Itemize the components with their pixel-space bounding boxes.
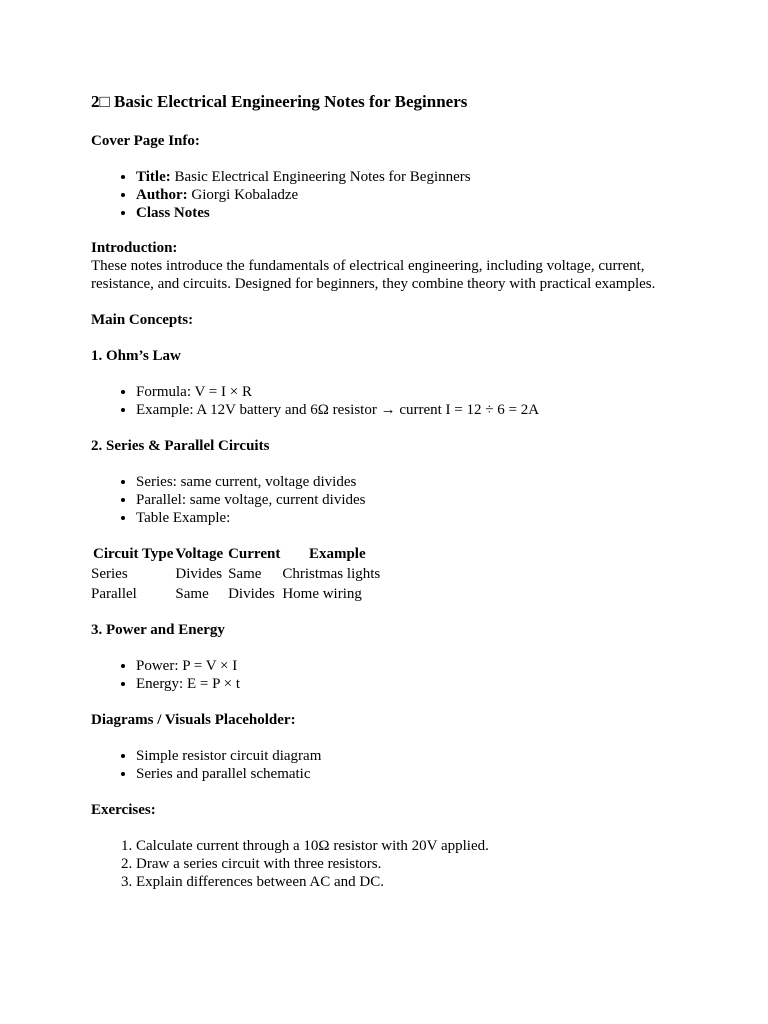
document-title: 2□ Basic Electrical Engineering Notes for Beginners: [91, 92, 468, 111]
list-item: • Power: P = V × I: [136, 657, 691, 675]
table-cell: Parallel: [91, 586, 137, 602]
document-body: [91, 91, 691, 891]
cover-author-value: Giorgi Kobaladze: [187, 187, 299, 203]
list-item: 2. Draw a series circuit with three resistors.: [136, 855, 691, 873]
diagrams-heading: Diagrams / Visuals Placeholder:: [91, 712, 296, 728]
list-item: • Parallel: same voltage, current divides: [136, 491, 691, 509]
table-row: [91, 584, 386, 604]
table-header-current: Current: [228, 546, 281, 562]
power-list: [91, 657, 691, 693]
table-header-circuit-type: Circuit Type: [93, 546, 174, 562]
list-item: • Series and parallel schematic: [136, 765, 691, 783]
circuit-table: [91, 544, 386, 604]
ohm-heading: 1. Ohm’s Law: [91, 348, 181, 364]
list-item: • Simple resistor circuit diagram: [136, 747, 691, 765]
cover-title-value: Basic Electrical Engineering Notes for Beginners: [170, 169, 471, 185]
exercises-heading: Exercises:: [91, 802, 156, 818]
cover-author-item: [136, 186, 691, 204]
list-item: • Series: same current, voltage divides: [136, 473, 691, 491]
power-heading: 3. Power and Energy: [91, 622, 225, 638]
list-item: • Example: A 12V battery and 6Ω resistor → current I = 12 ÷ 6 = 2A: [136, 401, 691, 419]
list-item: • Energy: E = P × t: [136, 675, 691, 693]
cover-class-notes: Class Notes: [136, 205, 210, 221]
list-item: 1. Calculate current through a 10Ω resistor with 20V applied.: [136, 837, 691, 855]
circuits-list: [91, 473, 691, 527]
table-cell: Divides: [175, 566, 223, 582]
exercises-list: [91, 837, 691, 891]
intro-text: These notes introduce the fundamentals of electrical engineering, including voltage, current, resistance, and circuits. Designed for beginners, they combine theory with practical examples.: [91, 258, 656, 292]
diagrams-list: [91, 747, 691, 783]
table-header-example: Example: [308, 546, 366, 562]
cover-heading: Cover Page Info:: [91, 133, 200, 149]
circuits-heading: 2. Series & Parallel Circuits: [91, 438, 270, 454]
list-item: • Table Example:: [136, 509, 691, 527]
cover-title-label: Title:: [136, 169, 171, 185]
cover-list: [91, 168, 691, 222]
list-item: • Formula: V = I × R: [136, 383, 691, 401]
table-header-row: [91, 544, 386, 564]
table-header-voltage: Voltage: [175, 546, 224, 562]
table-cell: Divides: [228, 586, 275, 602]
cover-title-item: [136, 168, 691, 186]
table-row: [91, 564, 386, 584]
table-cell: Christmas lights: [282, 566, 381, 582]
list-item: 3. Explain differences between AC and DC.: [136, 873, 691, 891]
table-cell: Same: [175, 586, 209, 602]
cover-author-label: Author:: [136, 187, 188, 203]
table-cell: Same: [228, 566, 262, 582]
table-cell: Series: [91, 566, 128, 582]
intro-heading: Introduction:: [91, 240, 178, 256]
main-concepts-heading: Main Concepts:: [91, 312, 194, 328]
cover-class-notes-item: [136, 204, 691, 222]
table-cell: Home wiring: [282, 586, 362, 602]
ohm-list: [91, 383, 691, 419]
